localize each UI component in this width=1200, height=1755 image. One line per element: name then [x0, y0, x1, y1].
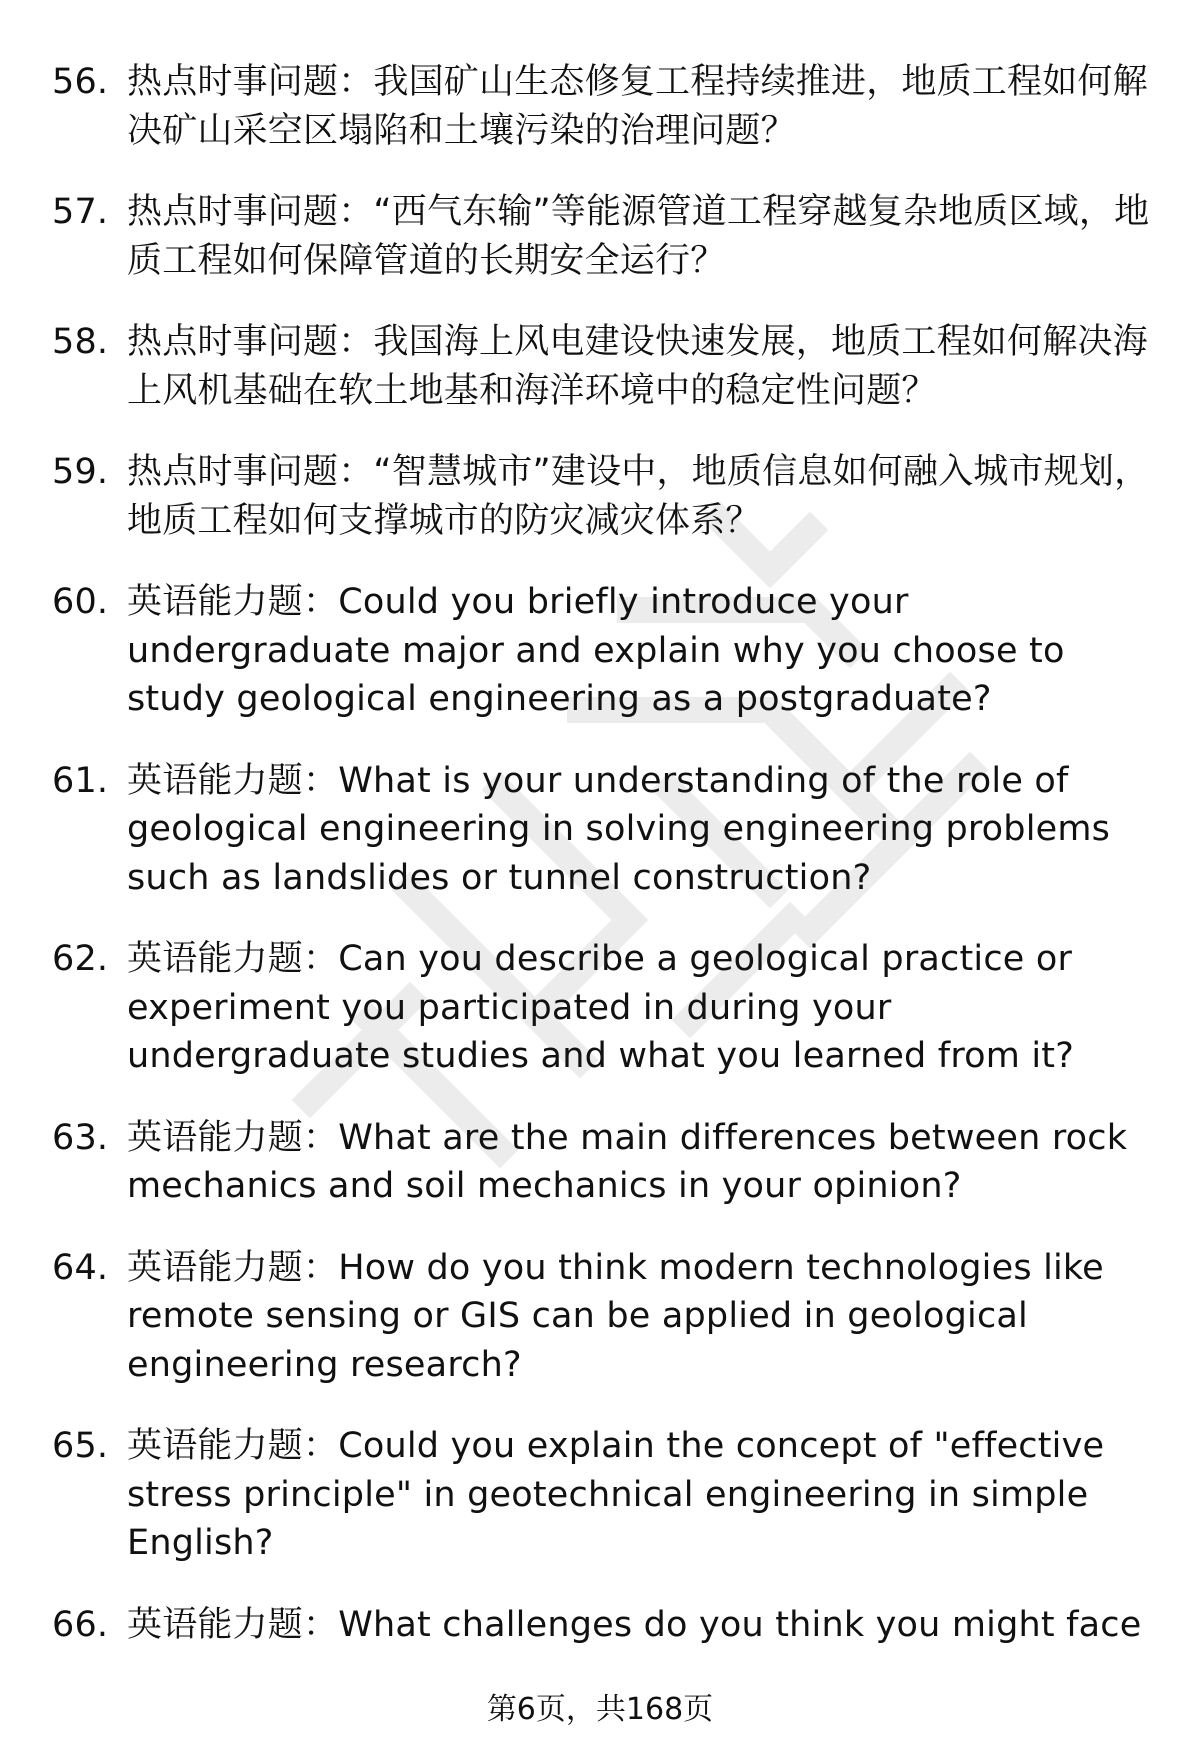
question-text [127, 1244, 1160, 1390]
question-number: 62. [52, 939, 109, 979]
question-number: 56. [52, 62, 109, 102]
question-item [50, 1114, 1160, 1211]
question-body: What are the main differences between rock mechanics and soil mechanics in your opinion? [127, 1117, 1128, 1206]
question-text [127, 578, 1160, 724]
question-body: “西气东输”等能源管道工程穿越复杂地质区域，地质工程如何保障管道的长期安全运行？ [127, 192, 1150, 281]
question-number: 63. [52, 1117, 109, 1158]
question-category: 热点时事问题： [127, 62, 374, 102]
question-item [50, 1422, 1160, 1568]
question-category: 英语能力题： [127, 1426, 339, 1466]
question-text [127, 58, 1160, 155]
question-body: 我国矿山生态修复工程持续推进，地质工程如何解决矿山采空区塌陷和土壤污染的治理问题？ [127, 62, 1148, 151]
question-text [127, 1114, 1160, 1211]
question-list [50, 58, 1160, 1682]
question-category: 热点时事问题： [127, 192, 374, 232]
question-number: 58. [52, 322, 109, 362]
question-body: What is your understanding of the role of geological engineering in solving engineering problems such as landslides or tunnel construction? [127, 760, 1111, 898]
question-text [127, 448, 1160, 545]
question-category: 英语能力题： [127, 1604, 339, 1645]
question-text [127, 935, 1160, 1081]
question-number: 61. [52, 760, 109, 801]
question-item [50, 935, 1160, 1081]
question-body: Could you explain the concept of "effective stress principle" in geotechnical engineering in simple English? [127, 1426, 1105, 1563]
question-body: 我国海上风电建设快速发展，地质工程如何解决海上风机基础在软土地基和海洋环境中的稳定性问题？ [127, 322, 1148, 411]
question-text [127, 188, 1160, 285]
question-item [50, 1601, 1160, 1650]
question-category: 英语能力题： [127, 1247, 339, 1288]
question-body: Could you briefly introduce your undergraduate major and explain why you choose to study geological engineering as a postgraduate? [127, 582, 1065, 719]
question-item [50, 757, 1160, 903]
question-text [127, 757, 1160, 903]
question-item [50, 58, 1160, 155]
question-category: 热点时事问题： [127, 452, 374, 492]
question-category: 英语能力题： [127, 582, 339, 622]
question-item [50, 578, 1160, 724]
question-body: What challenges do you think you might face [338, 1604, 1142, 1645]
question-category: 英语能力题： [127, 1117, 339, 1158]
question-category: 热点时事问题： [127, 322, 374, 362]
question-text [127, 318, 1160, 415]
question-item [50, 318, 1160, 415]
question-text [127, 1422, 1160, 1568]
question-number: 59. [52, 452, 109, 492]
question-number: 66. [52, 1604, 109, 1645]
question-body: “智慧城市”建设中，地质信息如何融入城市规划，地质工程如何支撑城市的防灾减灾体系？ [127, 452, 1150, 541]
question-item [50, 188, 1160, 285]
question-number: 60. [52, 582, 109, 622]
question-item [50, 1244, 1160, 1390]
question-number: 64. [52, 1247, 109, 1288]
question-number: 65. [52, 1426, 109, 1466]
question-text [127, 1601, 1160, 1650]
question-item [50, 448, 1160, 545]
question-category: 英语能力题： [127, 939, 339, 979]
question-body: How do you think modern technologies like remote sensing or GIS can be applied in geological engineering research? [127, 1247, 1104, 1385]
question-number: 57. [52, 192, 109, 232]
question-category: 英语能力题： [127, 760, 339, 801]
question-body: Can you describe a geological practice or experiment you participated in during your undergraduate studies and what you learned from it? [127, 939, 1074, 1076]
page-number-footer: 第6页，共168页 [486, 1692, 714, 1727]
